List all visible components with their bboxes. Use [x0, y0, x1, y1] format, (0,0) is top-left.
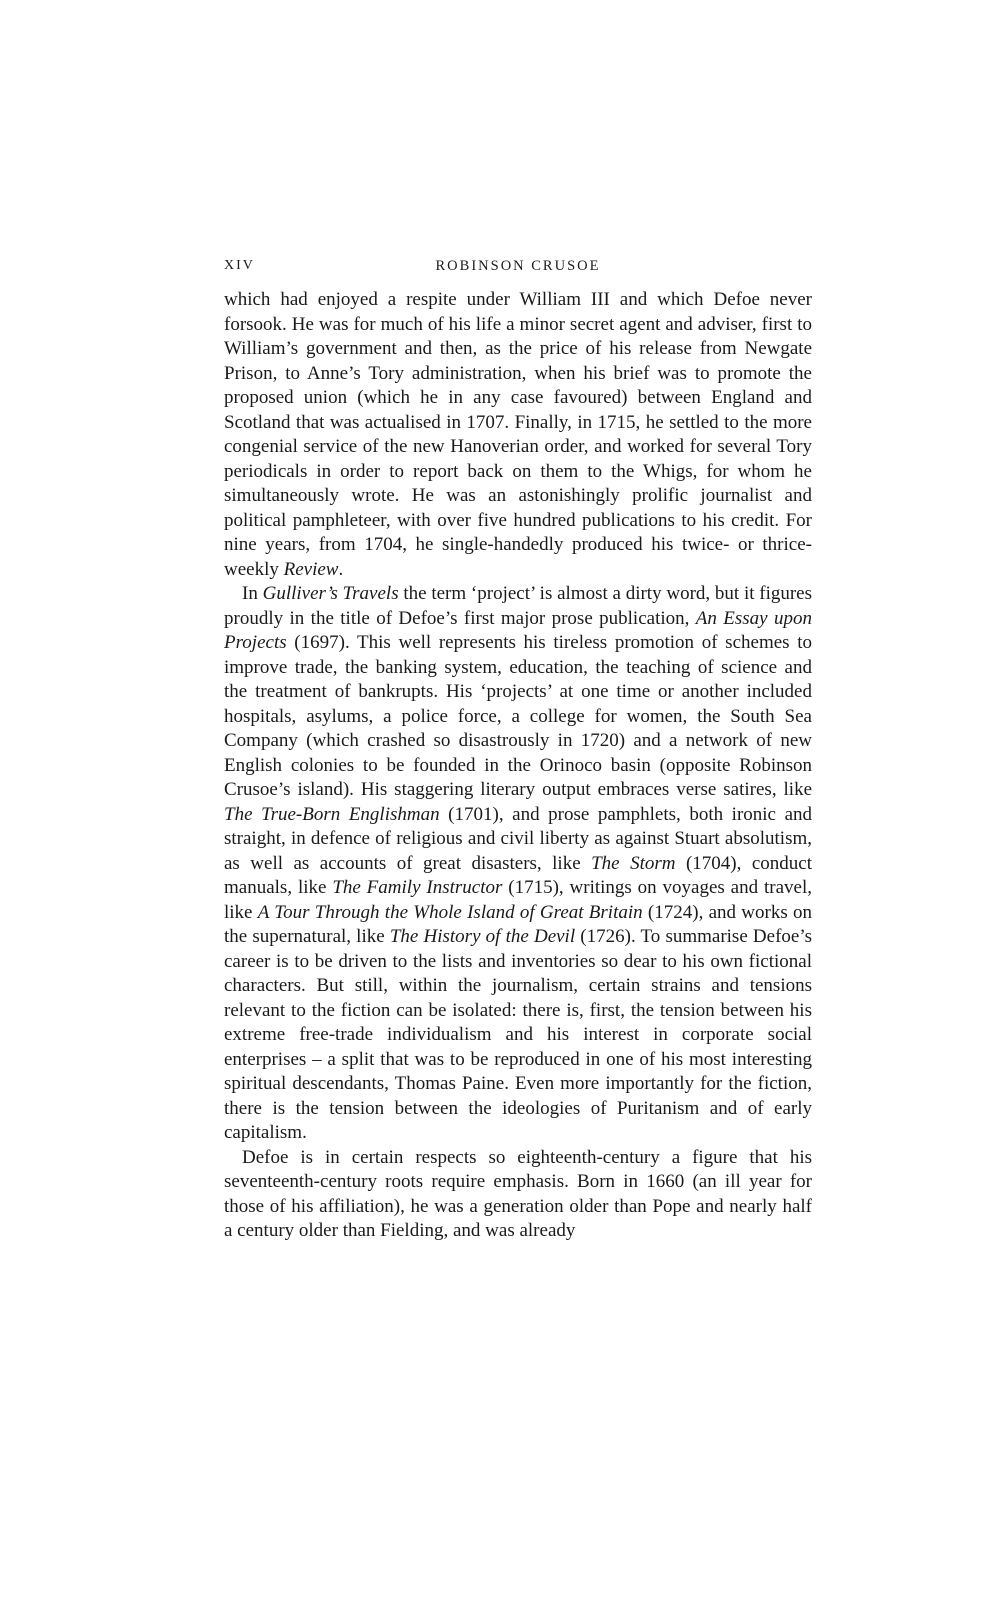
- text-run: (1701), and prose pamphlets, both ironic and straight, in defence of religious and civil liberty as against Stuart absolutism, as well as accounts of great disasters, like: [224, 803, 813, 874]
- italic-title: An Essay upon Projects: [224, 607, 812, 653]
- text-run: (1715), writings on voyages and travel, like: [224, 877, 812, 923]
- italic-title: Gulliver’s Travels: [262, 583, 399, 604]
- italic-title: Review: [283, 558, 339, 580]
- text-run: which had enjoyed a respite under William III and which Defoe never forsook. He was for much of his life a minor secret agent and adviser, first to William’s government and then, as the price of his release from Newgate Prison, to Anne’s Tory administration, when his brief was to promote the proposed union (which he in any case favoured) between England and Scotland that was actualised in 1707. Finally, in 1715, he settled to the more congenial service of the new Hanoverian order, and worked for several Tory periodicals in order to report back on them to the Whigs, for whom he simultaneously wrote. He was an astonishingly prolific journalist and political pamphleteer, with over five hundred publications to his credit. For nine years, from 1704, he single-handedly produced his twice- or thrice-weekly: [224, 289, 812, 580]
- text-run: (1726). To summarise Defoe’s career is to be driven to the lists and inventories so dear to his own fictional characters. But still, within the journalism, certain strains and tensions relevant to the fiction can be isolated: there is, first, the tension between his extreme free-trade individualism and his interest in corporate social enterprises – a split that was to be reproduced in one of his most interesting spiritual descendants, Thomas Paine. Even more importantly for the fiction, there is the tension between the ideologies of Puritanism and of early capitalism.: [224, 926, 813, 1143]
- text-run: .: [338, 558, 344, 580]
- paragraph: [224, 1146, 812, 1244]
- text-run: Defoe is in certain respects so eighteenth-century a figure that his seventeenth-century roots require emphasis. Born in 1660 (an ill year for those of his affiliation), he was a generation older than Pope and nearly half a century older than Fielding, and was already: [224, 1146, 812, 1241]
- body-text: [224, 288, 812, 1244]
- italic-title: The Family Instructor: [332, 877, 503, 898]
- page-header: [224, 258, 812, 282]
- page-number: XIV: [224, 258, 255, 273]
- text-run: (1697). This well represents his tireless promotion of schemes to improve trade, the banking system, education, the teaching of science and the treatment of bankrupts. His ‘projects’ at one time or another included hospitals, asylums, a police force, a college for women, the South Sea Company (which crashed so disastrously in 1720) and a network of new English colonies to be founded in the Orinoco basin (opposite Robinson Crusoe’s island). His staggering literary output embraces verse satires, like: [224, 632, 812, 800]
- italic-title: A Tour Through the Whole Island of Great Britain: [257, 901, 643, 923]
- italic-title: The Storm: [591, 852, 676, 874]
- running-title: ROBINSON CRUSOE: [435, 258, 601, 274]
- text-run: (1704), conduct manuals, like: [224, 852, 812, 898]
- text-run: the term ‘project’ is almost a dirty word, but it figures proudly in the title of Defoe’s first major prose publication,: [224, 583, 813, 629]
- paragraph: [224, 582, 812, 1146]
- text-run: (1724), and works on the supernatural, like: [224, 901, 812, 947]
- italic-title: The History of the Devil: [389, 926, 576, 947]
- italic-title: The True-Born Englishman: [224, 803, 440, 825]
- paragraph: [224, 288, 812, 582]
- text-run: In: [242, 583, 263, 604]
